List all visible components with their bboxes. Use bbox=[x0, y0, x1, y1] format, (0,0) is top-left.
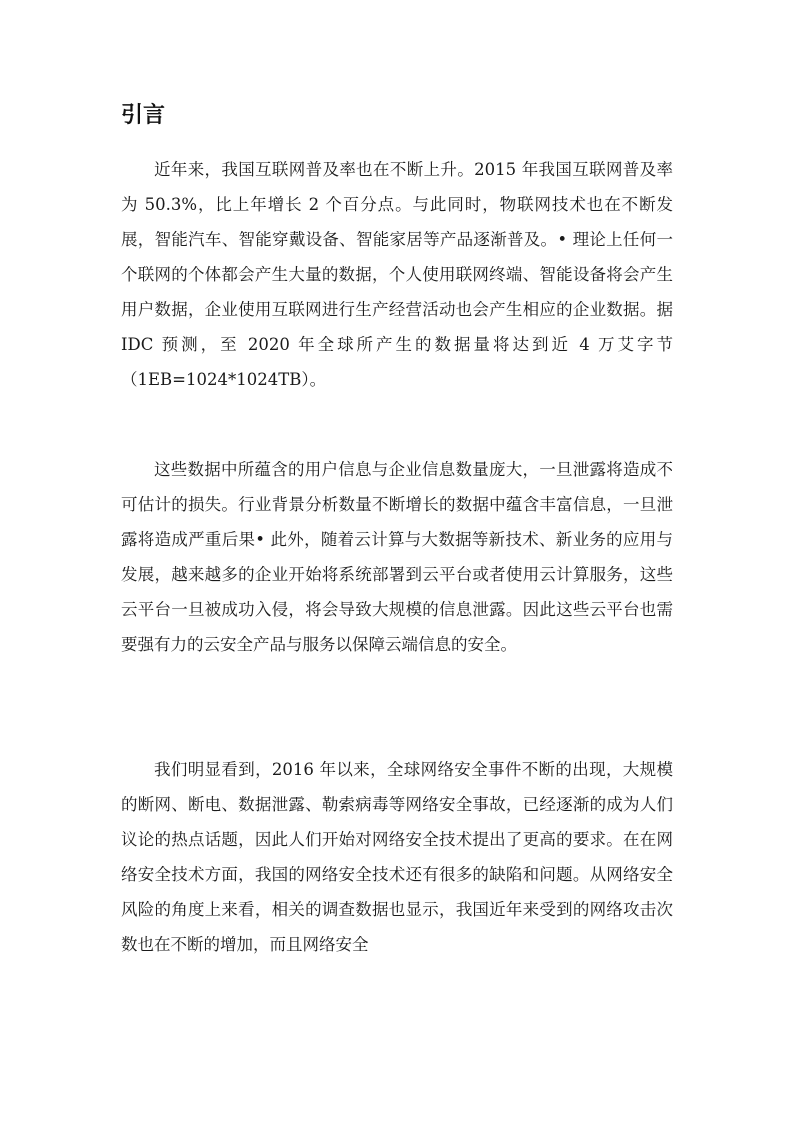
paragraph-2: 这些数据中所蕴含的用户信息与企业信息数量庞大，一旦泄露将造成不可估计的损失。行业背景分析数量不断增长的数据中蕴含丰富信息，一旦泄露将造成严重后果• 此外，随着云计算与大数据等新技术、新业务的应用与发展，越来越多的企业开始将系统部署到云平台或者使用云计算服务，这些云平台一旦被成功入侵，将会导致大规模的信息泄露。因此这些云平台也需要强有力的云安全产品与服务以保障云端信息的安全。 bbox=[121, 460, 673, 654]
paragraph-3: 我们明显看到，2016 年以来，全球网络安全事件不断的出现，大规模的断网、断电、数据泄露、勒索病毒等网络安全事故，已经逐渐的成为人们议论的热点话题，因此人们开始对网络安全技术提出了更高的要求。在在网络安全技术方面，我国的网络安全技术还有很多的缺陷和问题。从网络安全风险的角度上来看，相关的调查数据也显示，我国近年来受到的网络攻击次数也在不断的增加，而且网络安全 bbox=[121, 760, 673, 954]
paragraph-1: 近年来，我国互联网普及率也在不断上升。2015 年我国互联网普及率为 50.3%，比上年增长 2 个百分点。与此同时，物联网技术也在不断发展，智能汽车、智能穿戴设备、智能家居等产品逐渐普及。• 理论上任何一个联网的个体都会产生大量的数据，个人使用联网终端、智能设备将会产生用户数据，企业使用互联网进行生产经营活动也会产生相应的企业数据。据 IDC 预测，至 2020 年全球所产生的数据量将达到近 4 万艾字节（1EB=1024*1024TB）。 bbox=[121, 160, 673, 389]
section-title: 引言 bbox=[121, 103, 166, 128]
